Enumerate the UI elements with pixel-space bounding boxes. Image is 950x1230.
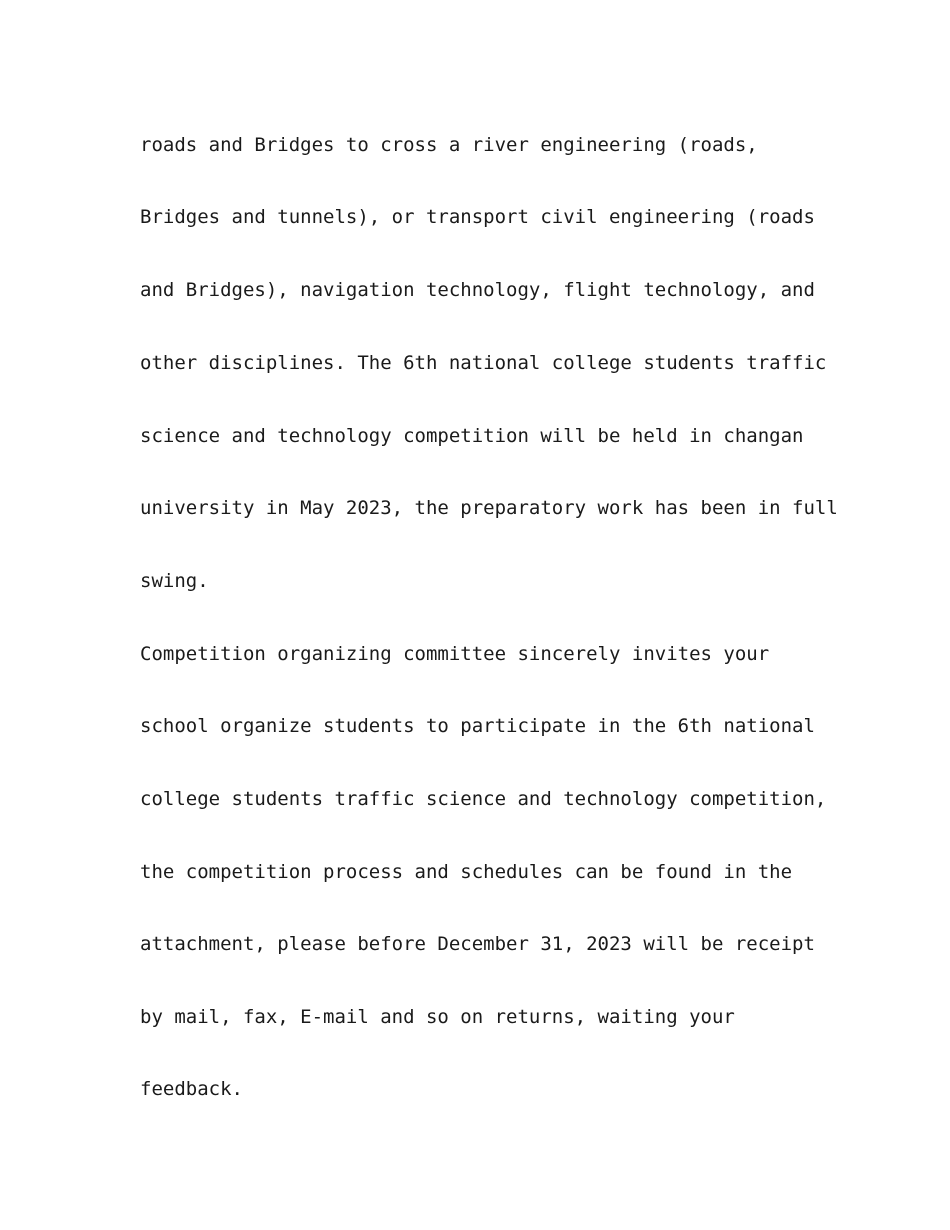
text-line: swing. (140, 570, 209, 592)
text-line: the competition process and schedules can be found in the (140, 861, 793, 883)
text-line: school organize students to participate in the 6th national (140, 715, 815, 737)
text-line: college students traffic science and technology competition, (140, 788, 827, 810)
text-line: roads and Bridges to cross a river engineering (roads, (140, 134, 758, 156)
text-line: Bridges and tunnels), or transport civil engineering (roads (140, 206, 815, 228)
text-line: feedback. (140, 1078, 243, 1100)
text-line: science and technology competition will be held in changan (140, 425, 804, 447)
text-line: attachment, please before December 31, 2023 will be receipt (140, 933, 815, 955)
text-line: Competition organizing committee sincerely invites your (140, 643, 770, 665)
text-line: other disciplines. The 6th national college students traffic (140, 352, 827, 374)
text-line: by mail, fax, E-mail and so on returns, waiting your (140, 1006, 735, 1028)
text-line: and Bridges), navigation technology, flight technology, and (140, 279, 815, 301)
text-line: university in May 2023, the preparatory work has been in full (140, 497, 838, 519)
